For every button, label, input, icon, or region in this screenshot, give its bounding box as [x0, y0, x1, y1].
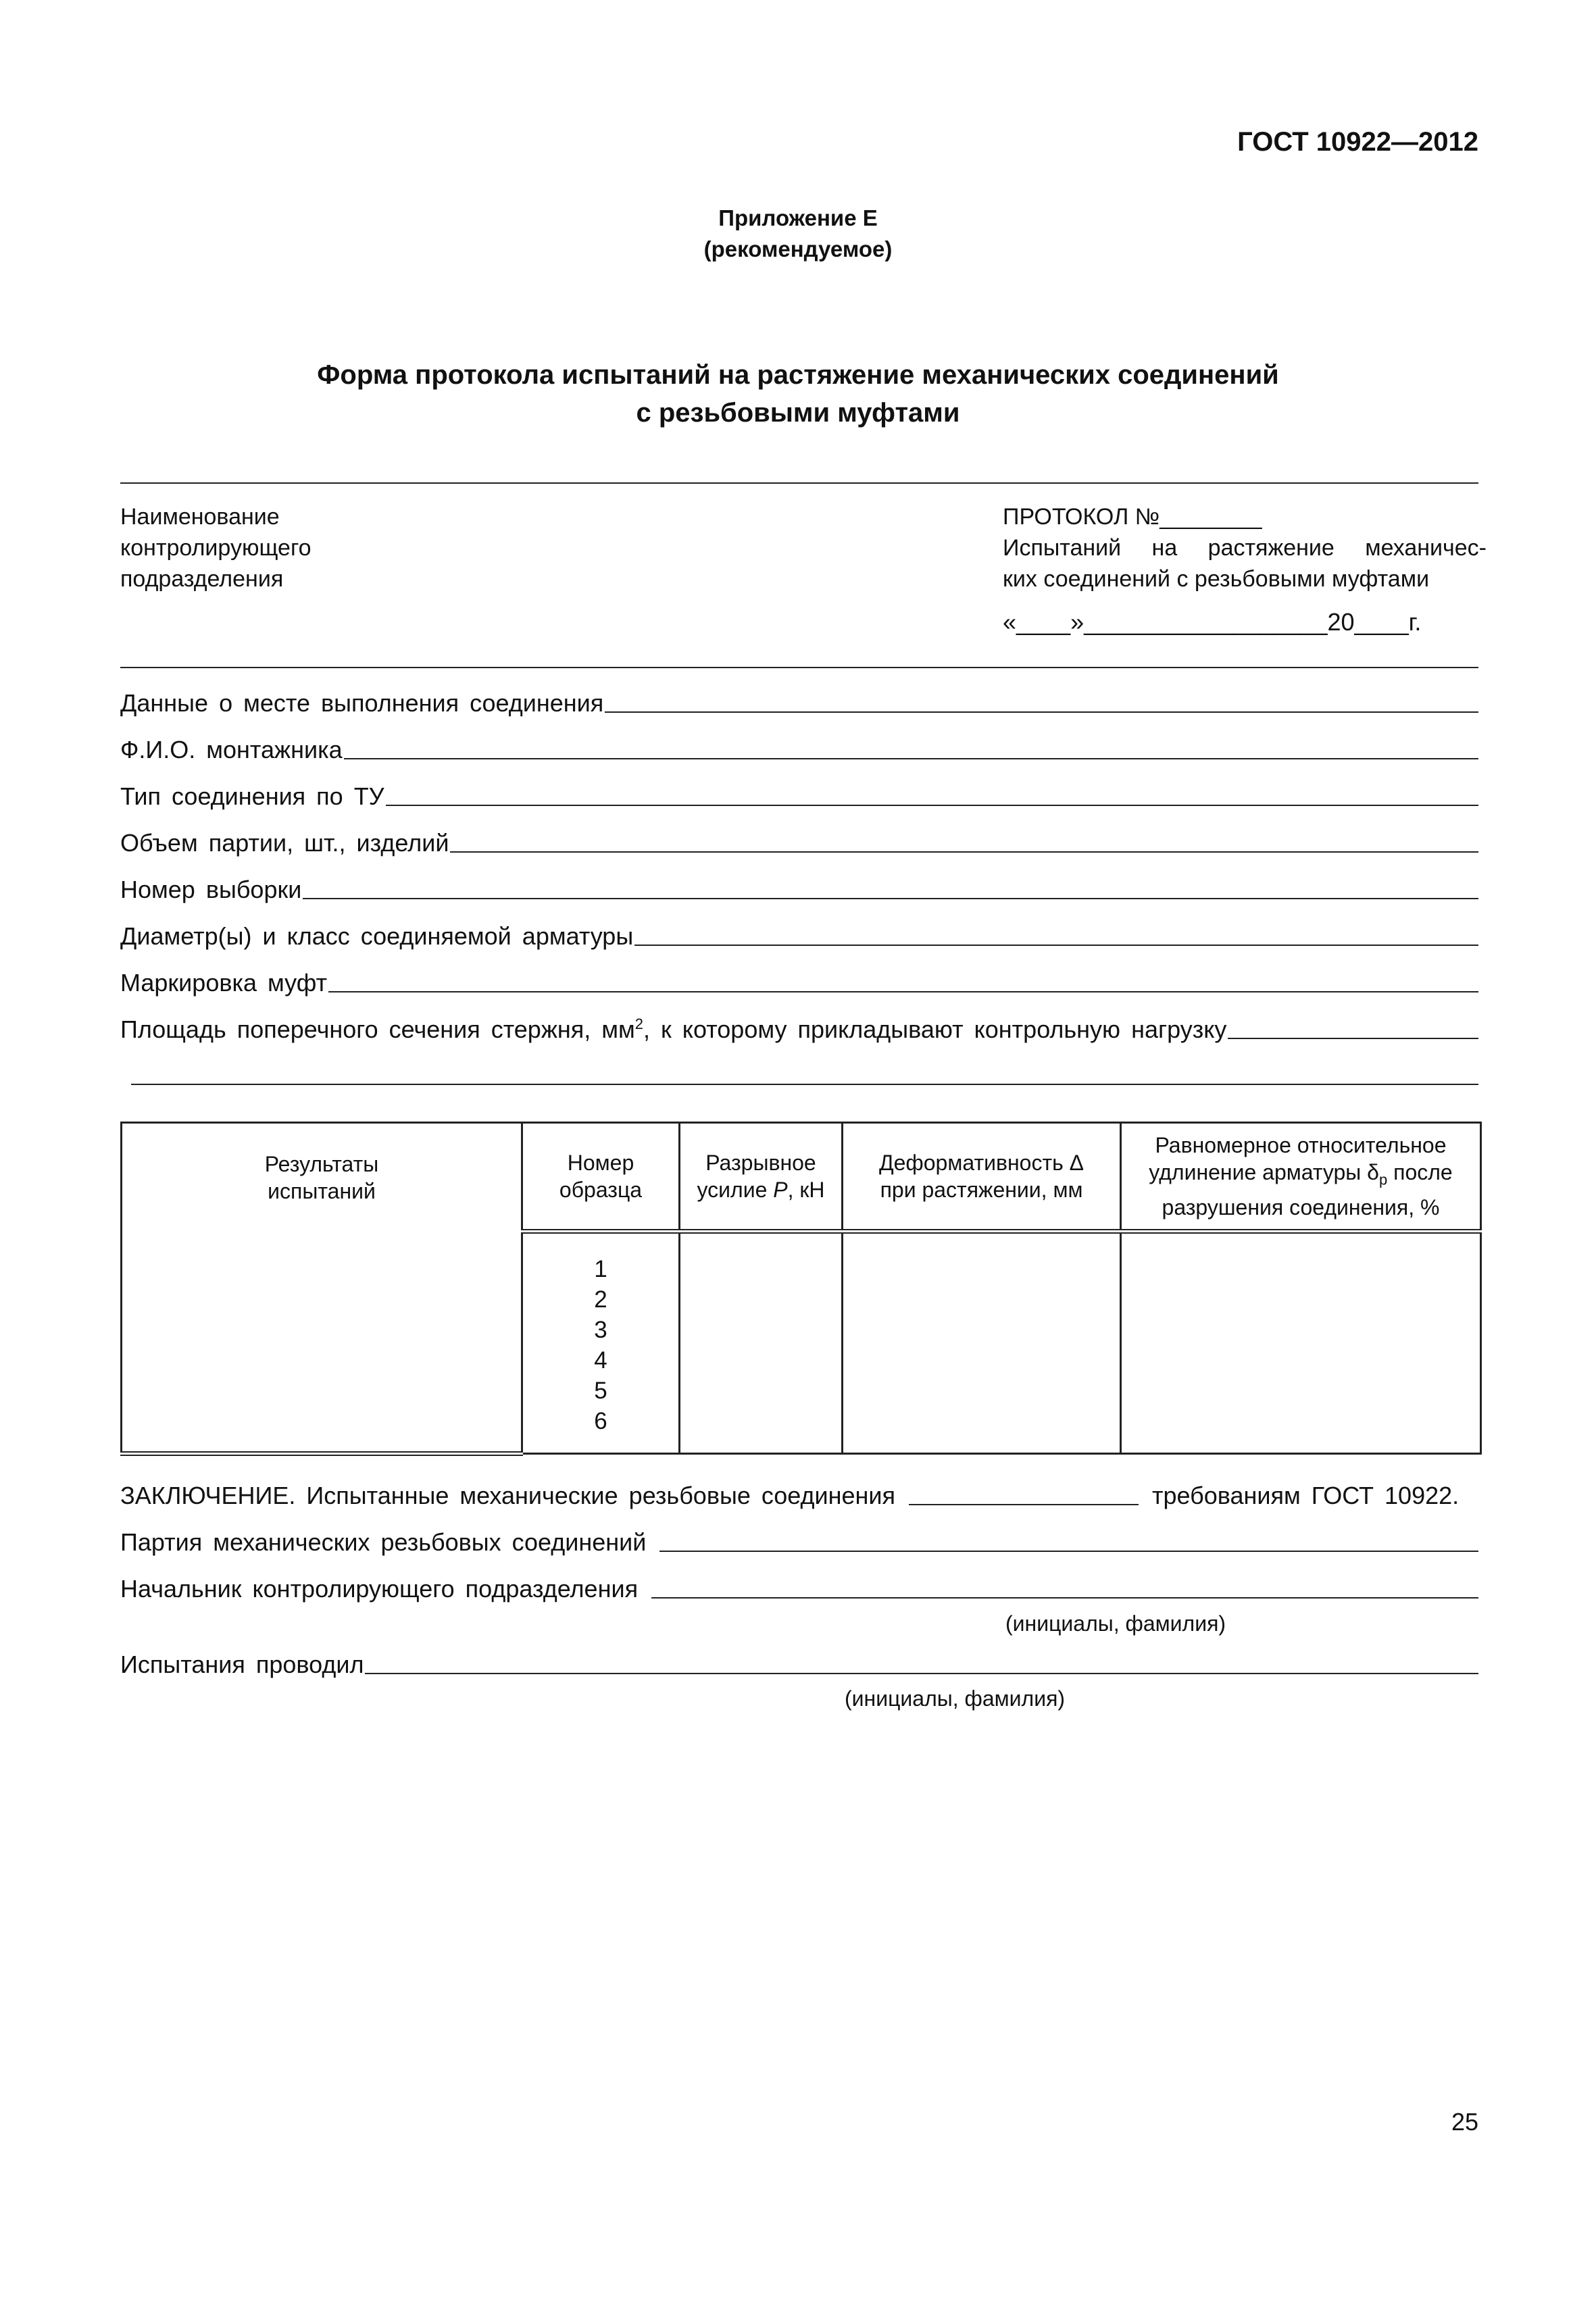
fill-line[interactable] [1228, 1038, 1478, 1039]
title-line-1: Форма протокола испытаний на растяжение механических соединений [317, 360, 1279, 390]
fill-line[interactable] [659, 1551, 1478, 1552]
table-header-row [122, 1123, 1481, 1232]
field-joint-type[interactable] [120, 777, 1478, 811]
field-label: Ф.И.О. монтажника [120, 736, 343, 763]
col-header-breaking-force: Разрывное усилие P, кН [680, 1123, 843, 1232]
field-label: Партия механических резьбовых соединений [120, 1528, 647, 1556]
extra-fill-line[interactable] [131, 1084, 1478, 1085]
field-installer-name[interactable] [120, 730, 1478, 764]
page-number: 25 [1451, 2108, 1478, 2136]
sample-number: 3 [594, 1317, 607, 1343]
protocol-description-2: ких соединений с резьбовыми муфтами [1003, 566, 1430, 592]
annex-status: (рекомендуемое) [703, 236, 893, 261]
fill-line[interactable] [909, 1504, 1139, 1505]
sample-numbers-cell [522, 1232, 680, 1454]
fill-line[interactable] [605, 711, 1478, 713]
deformability-cell[interactable] [843, 1232, 1121, 1454]
fill-line[interactable] [365, 1673, 1478, 1674]
elongation-cell[interactable] [1121, 1232, 1481, 1454]
conclusion-text-after: требованиям ГОСТ 10922. [1152, 1482, 1460, 1509]
protocol-block [1003, 501, 1487, 595]
conclusion-line[interactable] [120, 1476, 1478, 1510]
field-joint-location[interactable] [120, 684, 1478, 718]
field-label: Площадь поперечного сечения стержня, $мм^2$, к которому прикладывают контрольную нагрузку [120, 1015, 1227, 1043]
dept-line-3: подразделения [120, 566, 284, 592]
field-label: Объем партии, шт., изделий [120, 829, 449, 857]
col-header-elongation: Равномерное относительное удлинение арматуры $\delta_р$ после разрушения соединения, % [1121, 1123, 1481, 1232]
document-title [0, 356, 1596, 432]
department-name-block [120, 501, 311, 595]
field-tester[interactable] [120, 1645, 1478, 1679]
standard-code: ГОСТ 10922—2012 [1237, 127, 1478, 157]
top-divider [120, 482, 1478, 484]
sample-number: 2 [594, 1286, 607, 1313]
sample-number: 6 [594, 1408, 607, 1434]
sample-number: 5 [594, 1378, 607, 1404]
col-header-test-results: Результаты испытаний [122, 1123, 522, 1454]
sample-number: 1 [594, 1256, 607, 1282]
fill-line[interactable] [386, 805, 1478, 806]
fill-line[interactable] [634, 945, 1478, 946]
sample-number: 4 [594, 1347, 607, 1374]
annex-label: Приложение Е [718, 205, 878, 230]
conclusion-text-before: ЗАКЛЮЧЕНИЕ. Испытанные механические резьбовые соединения [120, 1482, 896, 1509]
fill-line[interactable] [651, 1597, 1478, 1599]
field-label: Данные о месте выполнения соединения [120, 689, 604, 717]
tester-signature-caption: (инициалы, фамилия) [845, 1686, 1066, 1711]
fill-line[interactable] [328, 991, 1478, 992]
col-header-deformability: Деформативность Δ при растяжении, мм [843, 1123, 1121, 1232]
title-line-2: с резьбовыми муфтами [636, 398, 960, 428]
field-batch[interactable] [120, 1523, 1478, 1557]
field-sample-number[interactable] [120, 870, 1478, 904]
protocol-date[interactable]: «____»__________________20____г. [1003, 608, 1422, 636]
field-label: Номер выборки [120, 876, 302, 903]
field-head-of-department[interactable] [120, 1569, 1478, 1603]
protocol-description-1: Испытаний на растяжение механичес- [1003, 535, 1487, 561]
field-cross-section-area[interactable] [120, 1010, 1478, 1044]
field-coupler-marking[interactable] [120, 963, 1478, 997]
col-header-sample-number: Номер образца [522, 1123, 680, 1232]
dept-line-1: Наименование [120, 504, 280, 530]
header-bottom-divider [120, 667, 1478, 668]
field-batch-volume[interactable] [120, 824, 1478, 857]
breaking-force-cell[interactable] [680, 1232, 843, 1454]
fill-line[interactable] [344, 758, 1478, 759]
results-table [120, 1122, 1482, 1456]
protocol-number[interactable]: ПРОТОКОЛ №________ [1003, 504, 1262, 530]
annex-heading [0, 203, 1596, 265]
field-label: Тип соединения по ТУ [120, 782, 384, 810]
field-label: Начальник контролирующего подразделения [120, 1575, 639, 1603]
head-signature-caption: (инициалы, фамилия) [1005, 1611, 1226, 1636]
fill-line[interactable] [303, 898, 1478, 899]
field-rebar-diameter-class[interactable] [120, 917, 1478, 951]
field-label: Маркировка муфт [120, 969, 328, 997]
dept-line-2: контролирующего [120, 535, 311, 561]
field-label: Диаметр(ы) и класс соединяемой арматуры [120, 922, 634, 950]
fill-line[interactable] [450, 851, 1478, 853]
field-label: Испытания проводил [120, 1651, 364, 1678]
